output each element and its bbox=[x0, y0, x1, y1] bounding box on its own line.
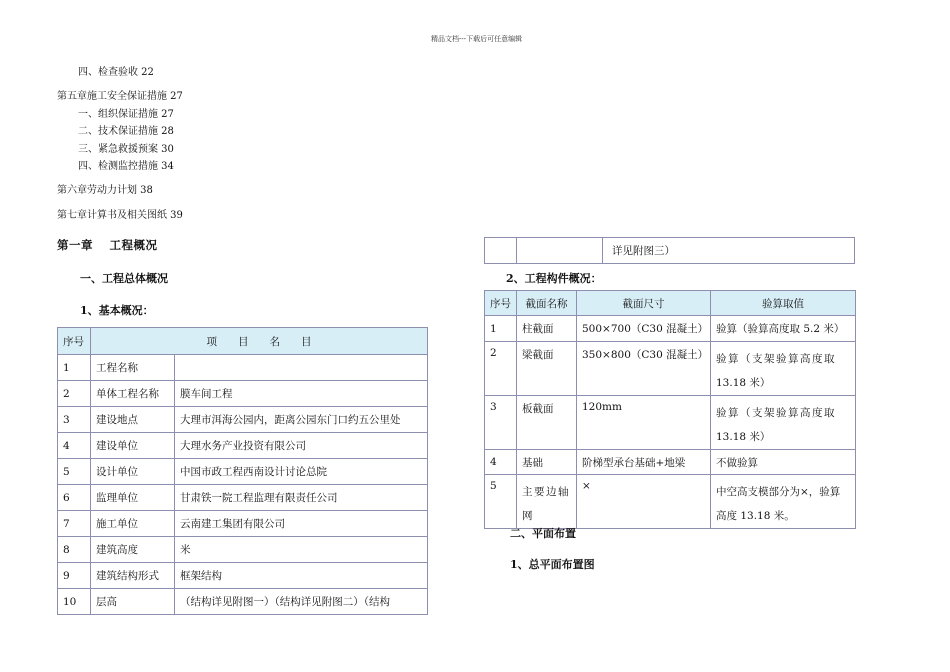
basic-overview-table bbox=[57, 327, 428, 615]
table-cell bbox=[711, 396, 856, 450]
table-row bbox=[485, 238, 855, 264]
table-cell: 1 bbox=[58, 355, 91, 381]
cell-line: 主要边轴 bbox=[522, 486, 570, 498]
table-row bbox=[58, 459, 428, 485]
table-cell: 500×700（C30 混凝土） bbox=[577, 316, 711, 342]
table-row bbox=[58, 537, 428, 563]
table-header-cell: 序号 bbox=[485, 291, 517, 316]
table-cell: 4 bbox=[58, 433, 91, 459]
table-header-cell: 序号 bbox=[58, 328, 91, 355]
toc-entry[interactable]: 三、紧急救援预案 30 bbox=[78, 144, 174, 155]
subsection-heading: 1、总平面布置图 bbox=[510, 558, 595, 571]
chapter-heading: 第一章 工程概况 bbox=[57, 238, 158, 252]
table-cell: × bbox=[577, 475, 711, 529]
table-cell: 5 bbox=[58, 459, 91, 485]
table-cell: 建设单位 bbox=[91, 433, 175, 459]
table-cell: 5 bbox=[485, 475, 517, 529]
table-cell: 层高 bbox=[91, 589, 175, 615]
table-cell: 大理市洱海公园内，距离公园东门口约五公里处 bbox=[175, 407, 428, 433]
table-cell: 梁截面 bbox=[517, 342, 577, 396]
table-cell: 6 bbox=[58, 485, 91, 511]
toc-entry[interactable]: 第七章计算书及相关图纸 39 bbox=[57, 210, 183, 221]
table-cell: 详见附图三） bbox=[603, 238, 855, 264]
table-header-cell: 截面尺寸 bbox=[577, 291, 711, 316]
table-cell: 框架结构 bbox=[175, 563, 428, 589]
table-row bbox=[58, 485, 428, 511]
table-cell: 1 bbox=[485, 316, 517, 342]
table-cell: （结构详见附图一）（结构详见附图二）（结构 bbox=[175, 589, 428, 615]
toc-entry[interactable]: 四、检查验收 22 bbox=[78, 67, 154, 78]
table-cell bbox=[517, 238, 603, 264]
table-header-cell: 验算取值 bbox=[711, 291, 856, 316]
toc-entry[interactable]: 二、技术保证措施 28 bbox=[78, 126, 174, 137]
table-cell: 建筑结构形式 bbox=[91, 563, 175, 589]
cell-line: 13.18 米） bbox=[716, 377, 771, 389]
table-cell: 9 bbox=[58, 563, 91, 589]
table-cell: 施工单位 bbox=[91, 511, 175, 537]
table-cell: 中国市政工程西南设计讨论总院 bbox=[175, 459, 428, 485]
toc-entry[interactable]: 一、组织保证措施 27 bbox=[78, 109, 174, 120]
table-cell: 3 bbox=[58, 407, 91, 433]
table-cell: 监理单位 bbox=[91, 485, 175, 511]
table-cell: 2 bbox=[58, 381, 91, 407]
cell-line: 高度 13.18 米。 bbox=[716, 510, 795, 522]
table-cell: 7 bbox=[58, 511, 91, 537]
table-row bbox=[58, 407, 428, 433]
table-row bbox=[485, 475, 856, 529]
table-row bbox=[58, 381, 428, 407]
section-heading: 一、工程总体概况 bbox=[80, 272, 168, 285]
table-cell: 阶梯型承台基础+地梁 bbox=[577, 450, 711, 475]
toc-entry[interactable]: 第五章施工安全保证措施 27 bbox=[57, 91, 183, 102]
subsection-heading: 1、基本概况： bbox=[80, 304, 154, 317]
table-row bbox=[485, 316, 856, 342]
table-cell bbox=[517, 475, 577, 529]
table-cell: 120mm bbox=[577, 396, 711, 450]
table-continuation bbox=[484, 237, 855, 264]
table-cell bbox=[175, 355, 428, 381]
table-cell: 4 bbox=[485, 450, 517, 475]
table-header-cell: 项 目 名 目 bbox=[91, 328, 428, 355]
toc-entry[interactable]: 第六章劳动力计划 38 bbox=[57, 185, 153, 196]
table-cell bbox=[485, 238, 517, 264]
table-cell: 单体工程名称 bbox=[91, 381, 175, 407]
cell-line: 13.18 米） bbox=[716, 431, 771, 443]
table-cell: 350×800（C30 混凝土） bbox=[577, 342, 711, 396]
table-row bbox=[58, 355, 428, 381]
table-header-cell: 截面名称 bbox=[517, 291, 577, 316]
cell-line: 验算（支架验算高度取 bbox=[716, 353, 836, 365]
component-table bbox=[484, 290, 856, 529]
table-row bbox=[58, 563, 428, 589]
cell-line: 中空高支模部分为×，验算 bbox=[716, 486, 841, 498]
table-cell: 2 bbox=[485, 342, 517, 396]
table-cell: 建筑高度 bbox=[91, 537, 175, 563]
table-cell: 米 bbox=[175, 537, 428, 563]
table-cell: 板截面 bbox=[517, 396, 577, 450]
table-cell: 8 bbox=[58, 537, 91, 563]
toc-entry[interactable]: 四、检测监控措施 34 bbox=[78, 161, 174, 172]
table-cell: 3 bbox=[485, 396, 517, 450]
table-cell: 设计单位 bbox=[91, 459, 175, 485]
table-cell: 柱截面 bbox=[517, 316, 577, 342]
table-cell: 验算（验算高度取 5.2 米） bbox=[711, 316, 856, 342]
table-cell: 不做验算 bbox=[711, 450, 856, 475]
cell-line: 网 bbox=[522, 510, 533, 522]
table-cell: 甘肃铁一院工程监理有限责任公司 bbox=[175, 485, 428, 511]
table-cell: 工程名称 bbox=[91, 355, 175, 381]
page-header: 精品文档---下载后可任意编辑 bbox=[431, 35, 523, 43]
table-cell: 基础 bbox=[517, 450, 577, 475]
subsection-heading: 2、工程构件概况： bbox=[506, 272, 602, 285]
table-cell: 建设地点 bbox=[91, 407, 175, 433]
table-row bbox=[485, 342, 856, 396]
cell-line: 验算（支架验算高度取 bbox=[716, 407, 836, 419]
table-cell: 膜车间工程 bbox=[175, 381, 428, 407]
table-cell bbox=[711, 342, 856, 396]
table-row bbox=[58, 589, 428, 615]
table-cell: 云南建工集团有限公司 bbox=[175, 511, 428, 537]
table-row bbox=[58, 433, 428, 459]
table-row bbox=[58, 511, 428, 537]
table-cell bbox=[711, 475, 856, 529]
table-cell: 大理水务产业投资有限公司 bbox=[175, 433, 428, 459]
section-heading: 二、平面布置 bbox=[510, 527, 576, 540]
table-row bbox=[485, 450, 856, 475]
table-row bbox=[485, 396, 856, 450]
table-cell: 10 bbox=[58, 589, 91, 615]
